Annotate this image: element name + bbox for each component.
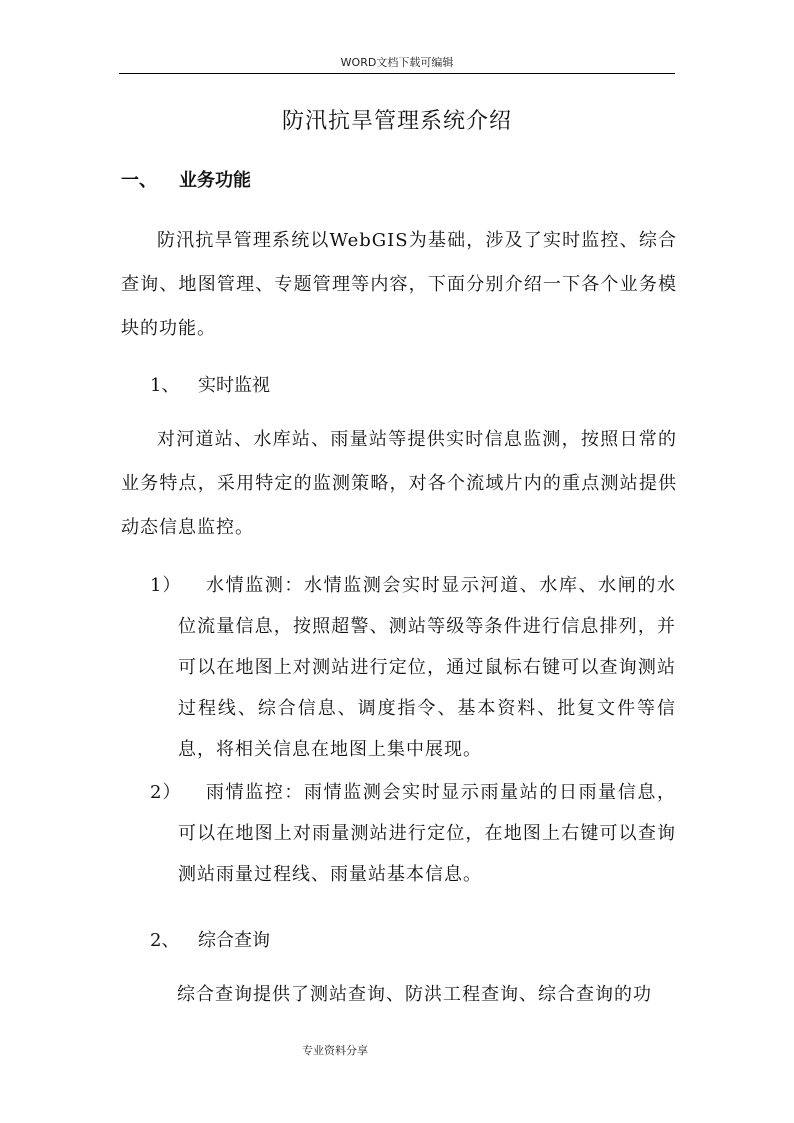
list-item-text: 水情监测：水情监测会实时显示河道、水库、水闸的水位流量信息，按照超警、测站等级等条件进行信息排列，并可以在地图上对测站进行定位，通过鼠标右键可以查询测站过程线、综合信息、调度指令、基本资料、批复文件等信息，将相关信息在地图上集中展现。 (178, 575, 676, 760)
subsection-number: 2、 (150, 930, 180, 951)
section-title: 业务功能 (179, 170, 251, 191)
section-number: 一、 (121, 170, 157, 191)
list-item-text: 雨情监控：雨情监测会实时显示雨量站的日雨量信息，可以在地图上对雨量测站进行定位，在地图上右键可以查询测站雨量过程线、雨量站基本信息。 (178, 782, 676, 885)
document-title: 防汛抗旱管理系统介绍 (281, 109, 512, 134)
list-item-rain-monitoring (150, 772, 676, 895)
list-marker: 1） (150, 575, 182, 596)
query-paragraph: 综合查询提供了测站查询、防洪工程查询、综合查询的功 (177, 984, 652, 1005)
subsection-heading-1 (150, 371, 270, 397)
section-heading (121, 166, 251, 192)
monitoring-paragraph: 对河道站、水库站、雨量站等提供实时信息监测，按照日常的业务特点，采用特定的监测策略，对各个流域片内的重点测站提供动态信息监控。 (121, 429, 677, 538)
page-footer: 专业资料分享 (302, 1044, 368, 1057)
header-rule (119, 73, 675, 74)
list-item-water-monitoring (150, 565, 676, 770)
subsection-number: 1、 (150, 375, 180, 396)
list-marker: 2） (150, 782, 182, 803)
subsection-heading-2 (150, 926, 270, 952)
intro-paragraph: 防汛抗旱管理系统以WebGIS为基础，涉及了实时监控、综合查询、地图管理、专题管理等内容，下面分别介绍一下各个业务模块的功能。 (121, 230, 677, 339)
subsection-title: 实时监视 (198, 375, 270, 396)
subsection-title: 综合查询 (198, 930, 270, 951)
page-header: WORD文档下载可编辑 (340, 56, 454, 69)
